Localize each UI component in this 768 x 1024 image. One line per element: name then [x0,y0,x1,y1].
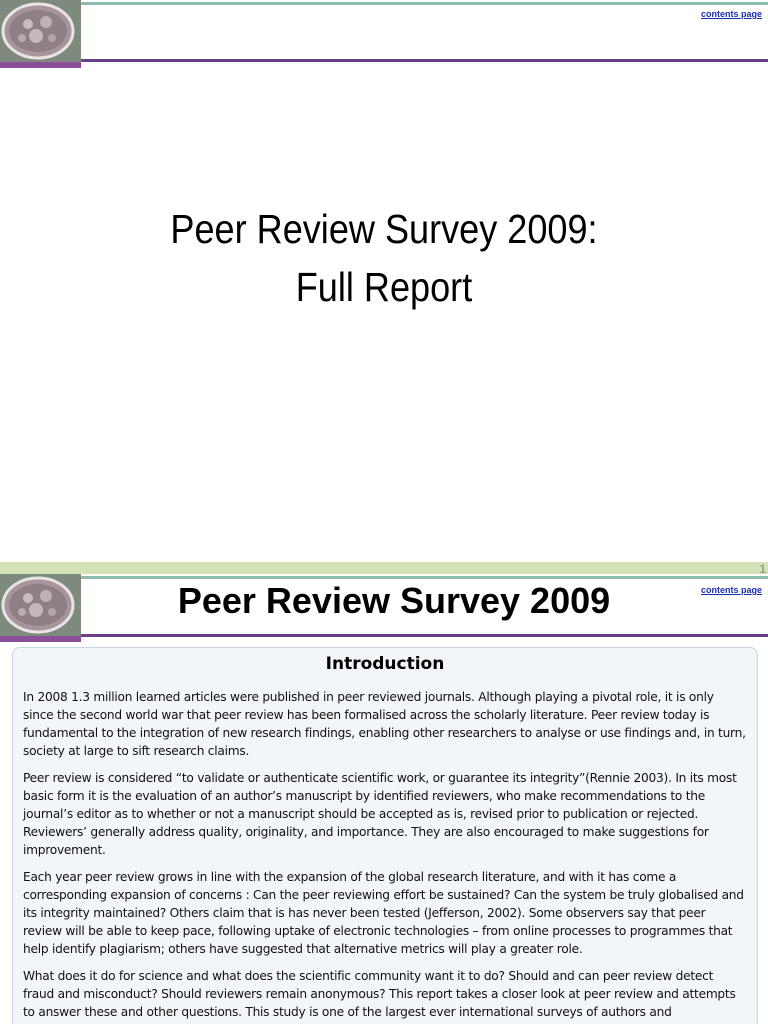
header-teal-line [81,2,768,5]
introduction-heading: Introduction [325,654,445,674]
slide-separator-bar [0,562,768,574]
slide-title: Peer Review Survey 2009 [177,580,611,621]
introduction-box [12,647,758,1024]
cover-title [46,200,722,316]
cover-title-line1: Peer Review Survey 2009: [170,206,598,252]
contents-page-link[interactable]: contents page [700,585,762,595]
header-purple-line [81,634,768,637]
globe-logo-icon [0,0,81,68]
paragraph-2: Peer review is considered “to validate or authenticate scientific work, or guarantee its integrity”(Rennie 2003). In its most basic form it is the evaluation of an author’s manuscript by identified reviewers, who make recommendations to the journal’s editor as to whether or not a manuscript should be accepted as is, revised prior to publication or rejected. Reviewers’ generally address quality, originality, and importance. They are also encouraged to make suggestions for improvement. [23,771,737,857]
paragraph-4: What does it do for science and what does the scientific community want it to do? Should and can peer review detect fraud and misconduct? Should reviewers remain anonymous? This report takes a closer look at peer review and attempts to answer these and other questions. This study is one of the largest ever international surveys of authors and [23,969,736,1019]
header-teal-line [81,576,768,579]
page-number: 1 [759,562,766,576]
cover-title-line2: Full Report [295,264,473,310]
contents-page-link[interactable]: contents page [700,9,762,19]
introduction-slide [0,562,768,1024]
paragraph-3: Each year peer review grows in line with the expansion of the global research literature, and with it has come a corresponding expansion of concerns : Can the peer reviewing effort be sustained? Can the system be truly globalised and its integrity maintained? Others claim that is has never been tested (Jefferson, 2002). Some observers say that peer review will be able to keep pace, following uptake of electronic technologies – from online processes to programmes that help identify plagiarism; others have suggested that alternative metrics will play a greater role. [23,870,744,956]
header-purple-line [81,59,768,62]
paragraph-1: In 2008 1.3 million learned articles were published in peer reviewed journals. Although playing a pivotal role, it is only since the second world war that peer review has been formalised across the scholarly literature. Peer review today is fundamental to the integration of new research findings, enabling other researchers to analyse or use findings and, in turn, society at large to sift research claims. [23,690,746,758]
